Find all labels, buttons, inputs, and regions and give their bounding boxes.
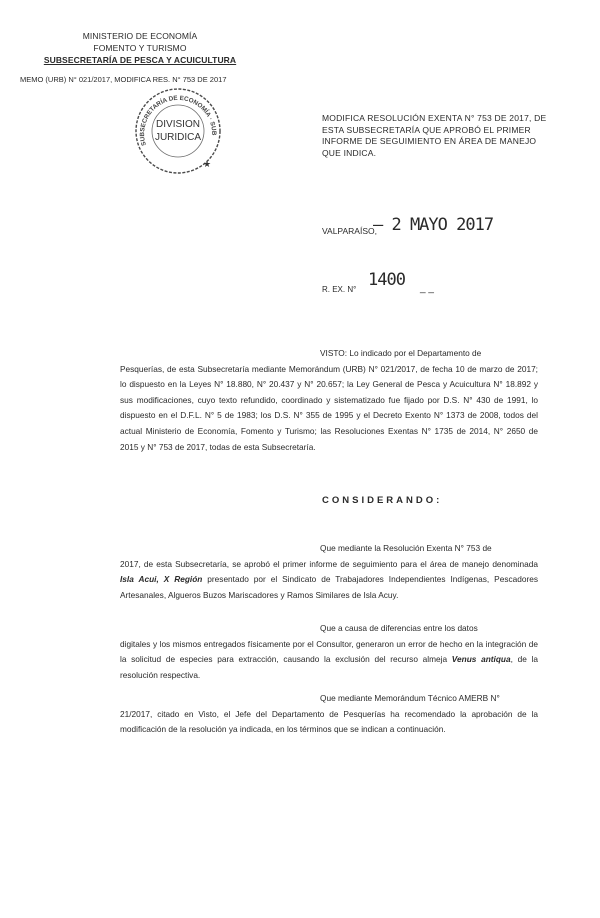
resolution-reference: MODIFICA RESOLUCIÓN EXENTA N° 753 DE 2017, DE ESTA SUBSECRETARÍA QUE APROBÓ EL PRIMER INFORME DE SEGUIMIENTO EN ÁREA DE MANEJO QUE INDICA. — [322, 113, 547, 158]
stamp-ring-text: SUBSECRETARÍA DE ECONOMÍA · SUB — [139, 94, 218, 147]
memo-reference: MEMO (URB) N° 021/2017, MODIFICA RES. N° 753 DE 2017 — [20, 75, 227, 84]
ministry-header — [30, 30, 250, 66]
c2-lead: Que a causa de diferencias entre los datos — [320, 623, 478, 633]
ministry-name: MINISTERIO DE ECONOMÍA — [82, 31, 198, 41]
place-label: VALPARAÍSO, — [322, 226, 377, 236]
star-icon: ★ — [202, 160, 212, 170]
c2-species-name: Venus antiqua — [451, 654, 511, 665]
subsecretary-name: SUBSECRETARÍA DE PESCA Y ACUICULTURA — [43, 55, 237, 65]
rex-label: R. EX. N° — [322, 285, 357, 294]
c1-pre: 2017, de esta Subsecretaría, se aprobó el primer informe de seguimiento para el área de manejo denominada — [120, 558, 538, 569]
c3-lead: Que mediante Memorándum Técnico AMERB N° — [320, 693, 500, 703]
resolution-number: 1400 — [368, 270, 405, 290]
c2-post: , de la resolución respectiva. — [120, 654, 538, 680]
considerando-heading: CONSIDERANDO: — [322, 495, 443, 506]
visto-lead: VISTO: Lo indicado por el Departamento de — [320, 348, 482, 358]
considerando-1 — [120, 541, 538, 603]
c1-post: presentado por el Sindicato de Trabajadores Independientes Indígenas, Pescadores Artesanales, Algueros Buzos Mariscadores y Ramos Similares de Isla Acuy. — [120, 574, 539, 600]
stamp-line1: DIVISION — [156, 119, 200, 130]
considerando-2 — [120, 621, 538, 683]
visto-paragraph — [120, 346, 538, 455]
ministry-subtitle: FOMENTO Y TURISMO — [93, 43, 187, 53]
c3-body: 21/2017, citado en Visto, el Jefe del Departamento de Pesquerías ha recomendado la aprobación de la modificación de la resolución ya indicada, en los términos que se indican a continuación. — [120, 708, 538, 735]
stamp-line2: JURIDICA — [154, 132, 202, 143]
visto-body: Pesquerías, de esta Subsecretaría mediante Memorándum (URB) N° 021/2017, de fecha 10 de marzo de 2017; lo dispuesto en la Leyes N° 18.880, N° 20.437 y N° 20.657; la Ley General de Pesca y Acuicultura N° 18.892 y sus modificaciones, cuyo texto refundido, coordinado y sistematizado fue fijado por D.S. N° 430 de 1991, lo dispuesto en el D.F.L. N° 5 de 1983; los D.S. N° 355 de 1995 y el Decreto Exento N° 1373 de 2008, todos del actual Ministerio de Economía, Fomento y Turismo; las Resoluciones Exentas N° 1735 de 2014, N° 2650 de 2015 y N° 753 de 2017, todas de esta Subsecretaría. — [120, 363, 538, 452]
resolution-number-tail: _ _ — [420, 283, 434, 294]
division-juridica-stamp — [132, 85, 224, 177]
c1-lead: Que mediante la Resolución Exenta N° 753 de — [320, 543, 492, 553]
stamp-seal-icon — [132, 85, 224, 177]
c2-pre: digitales y los mismos entregados físicamente por el Consultor, generaron un error de hecho en la integración de la solicitud de especies para extracción, causando la exclusión del recurso almeja — [120, 638, 538, 665]
considerando-3 — [120, 691, 538, 738]
date-stamp: – 2 MAYO 2017 — [373, 215, 494, 235]
c1-area-name: Isla Acui, X Región — [120, 574, 203, 585]
